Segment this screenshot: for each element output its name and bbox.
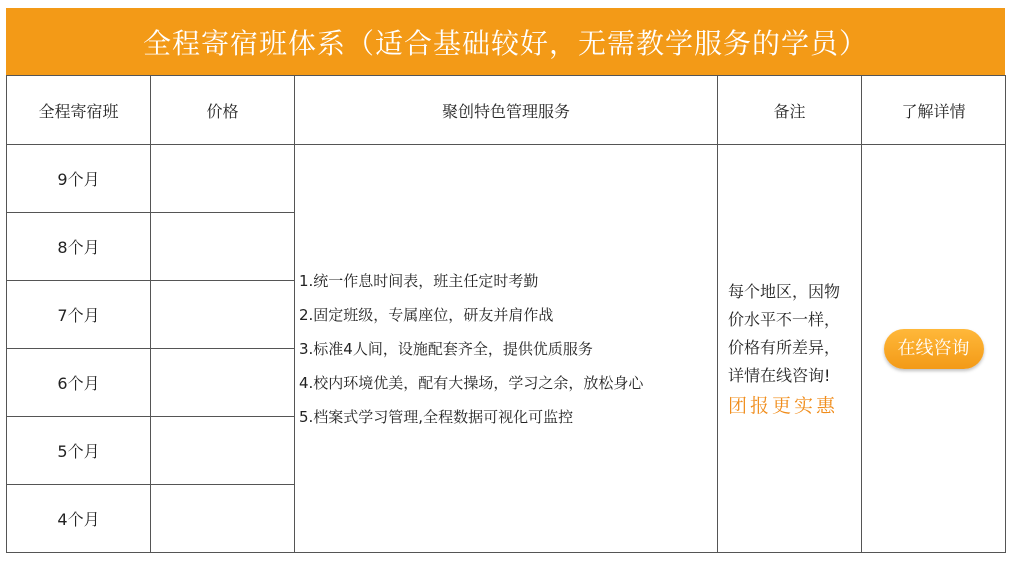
promo-text: 团报更实惠 <box>728 394 839 417</box>
header-price: 价格 <box>151 76 295 145</box>
table-header-row <box>7 76 1006 145</box>
price-cell <box>151 485 295 553</box>
term-cell: 6个月 <box>7 349 151 417</box>
price-cell <box>151 281 295 349</box>
term-cell: 9个月 <box>7 145 151 213</box>
price-cell <box>151 349 295 417</box>
term-cell: 4个月 <box>7 485 151 553</box>
header-services: 聚创特色管理服务 <box>295 76 718 145</box>
service-item: 3.标准4人间，设施配套齐全，提供优质服务 <box>299 339 593 358</box>
header-term: 全程寄宿班 <box>7 76 151 145</box>
online-consult-button[interactable]: 在线咨询 <box>884 329 984 369</box>
pricing-panel <box>6 8 1005 556</box>
term-cell: 7个月 <box>7 281 151 349</box>
header-notes: 备注 <box>718 76 862 145</box>
price-cell <box>151 213 295 281</box>
header-details: 了解详情 <box>862 76 1006 145</box>
services-cell <box>295 145 718 553</box>
note-line: 价格有所差异， <box>728 337 841 357</box>
service-item: 4.校内环境优美，配有大操场，学习之余，放松身心 <box>299 373 644 392</box>
price-cell <box>151 417 295 485</box>
price-cell <box>151 145 295 213</box>
note-line: 每个地区，因物 <box>728 281 841 301</box>
note-line: 详情在线咨询! <box>728 365 831 385</box>
panel-title: 全程寄宿班体系（适合基础较好，无需教学服务的学员） <box>6 8 1005 75</box>
service-item: 2.固定班级，专属座位，研友并肩作战 <box>299 305 554 324</box>
term-cell: 8个月 <box>7 213 151 281</box>
service-item: 5.档案式学习管理,全程数据可视化可监控 <box>299 407 574 426</box>
details-cell <box>862 145 1006 553</box>
notes-cell <box>718 145 862 553</box>
table-row <box>7 145 1006 213</box>
term-cell: 5个月 <box>7 417 151 485</box>
note-line: 价水平不一样， <box>728 309 841 329</box>
service-item: 1.统一作息时间表，班主任定时考勤 <box>299 271 539 290</box>
pricing-table <box>6 75 1006 553</box>
